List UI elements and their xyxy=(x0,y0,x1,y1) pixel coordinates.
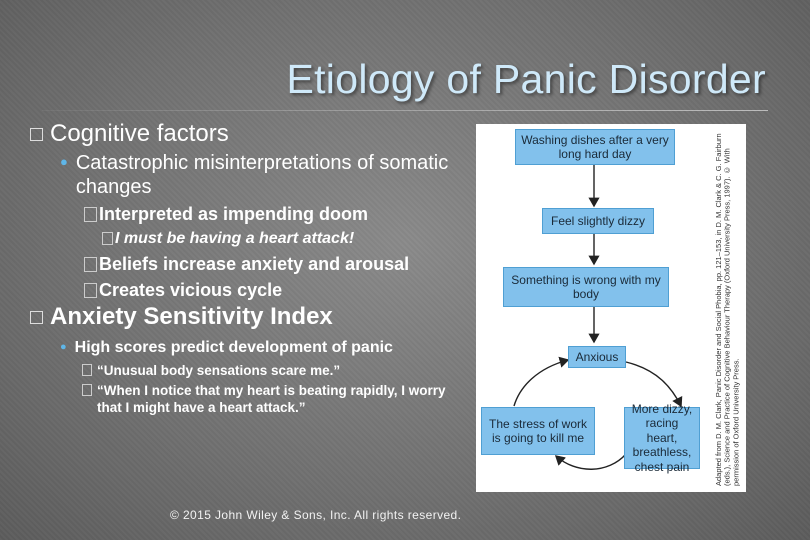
sub-bullet-vicious-cycle xyxy=(84,279,478,302)
square-bullet-icon xyxy=(30,128,43,141)
missing-glyph-icon xyxy=(84,283,97,298)
figure-credit: Adapted from D. M. Clark, Panic Disorder and Social Phobia, pp. 121–153, in D. M. Clark & C. G. Fairburn (eds.), Science and Practice of Cognitive Behaviour Therapy (Oxford University Press, 1997). © With permission of Oxford University Press. xyxy=(714,133,741,486)
sub-bullet-unusual xyxy=(82,362,478,380)
diagram-box-more-dizzy: More dizzy, racing heart, breathless, chest pain xyxy=(624,407,700,469)
missing-glyph-icon xyxy=(102,232,113,245)
arrow-6 xyxy=(514,360,568,406)
sub-bullet-high-scores-text: High scores predict development of panic xyxy=(74,339,393,357)
sub-bullet-vicious-cycle-text: Creates vicious cycle xyxy=(99,279,283,300)
sub-bullet-beliefs-text: Beliefs increase anxiety and arousal xyxy=(99,254,410,275)
square-bullet-icon xyxy=(30,311,43,324)
diagram-box-something-wrong: Something is wrong with my body xyxy=(503,267,669,307)
bullet-list xyxy=(30,120,478,417)
sub-bullet-unusual-text: “Unusual body sensations scare me.” xyxy=(97,363,341,379)
bullet-asi xyxy=(30,303,478,332)
sub-bullet-catastrophic xyxy=(60,151,478,199)
sub-bullet-catastrophic-text: Catastrophic misinterpretations of somatic changes xyxy=(75,151,449,198)
bullet-cognitive-label: Cognitive factors xyxy=(50,120,229,147)
sub-bullet-high-scores xyxy=(60,338,478,357)
sub-bullet-beliefs xyxy=(84,253,478,276)
bullet-asi-label: Anxiety Sensitivity Index xyxy=(50,303,333,331)
missing-glyph-icon xyxy=(82,364,92,376)
diagram-box-anxious: Anxious xyxy=(568,346,626,368)
title-divider xyxy=(42,110,768,111)
sub-bullet-heart-beating-text: “When I notice that my heart is beating rapidly, I worry that I might have a heart attack.” xyxy=(97,382,446,416)
sub-bullet-heart-attack xyxy=(102,229,478,249)
sub-bullet-heart-attack-text: I must be having a heart attack! xyxy=(115,230,355,248)
bullet-cognitive xyxy=(30,120,478,149)
dot-bullet-icon: ● xyxy=(60,153,68,169)
copyright-footer: © 2015 John Wiley & Sons, Inc. All rights reserved. xyxy=(170,508,462,522)
missing-glyph-icon xyxy=(82,384,92,396)
sub-bullet-doom-text: Interpreted as impending doom xyxy=(99,203,369,224)
arrow-5 xyxy=(556,454,626,469)
missing-glyph-icon xyxy=(84,207,97,222)
diagram-box-stress-of-work: The stress of work is going to kill me xyxy=(481,407,595,455)
arrow-4 xyxy=(626,362,681,406)
diagram-box-washing-dishes: Washing dishes after a very long hard day xyxy=(515,129,675,165)
dot-bullet-icon: ● xyxy=(60,341,67,354)
diagram-box-slightly-dizzy: Feel slightly dizzy xyxy=(542,208,654,234)
slide-title: Etiology of Panic Disorder xyxy=(286,56,766,102)
panic-cycle-diagram xyxy=(476,124,746,492)
sub-bullet-heart-beating xyxy=(82,382,462,417)
missing-glyph-icon xyxy=(84,257,97,272)
sub-bullet-doom xyxy=(84,203,478,226)
